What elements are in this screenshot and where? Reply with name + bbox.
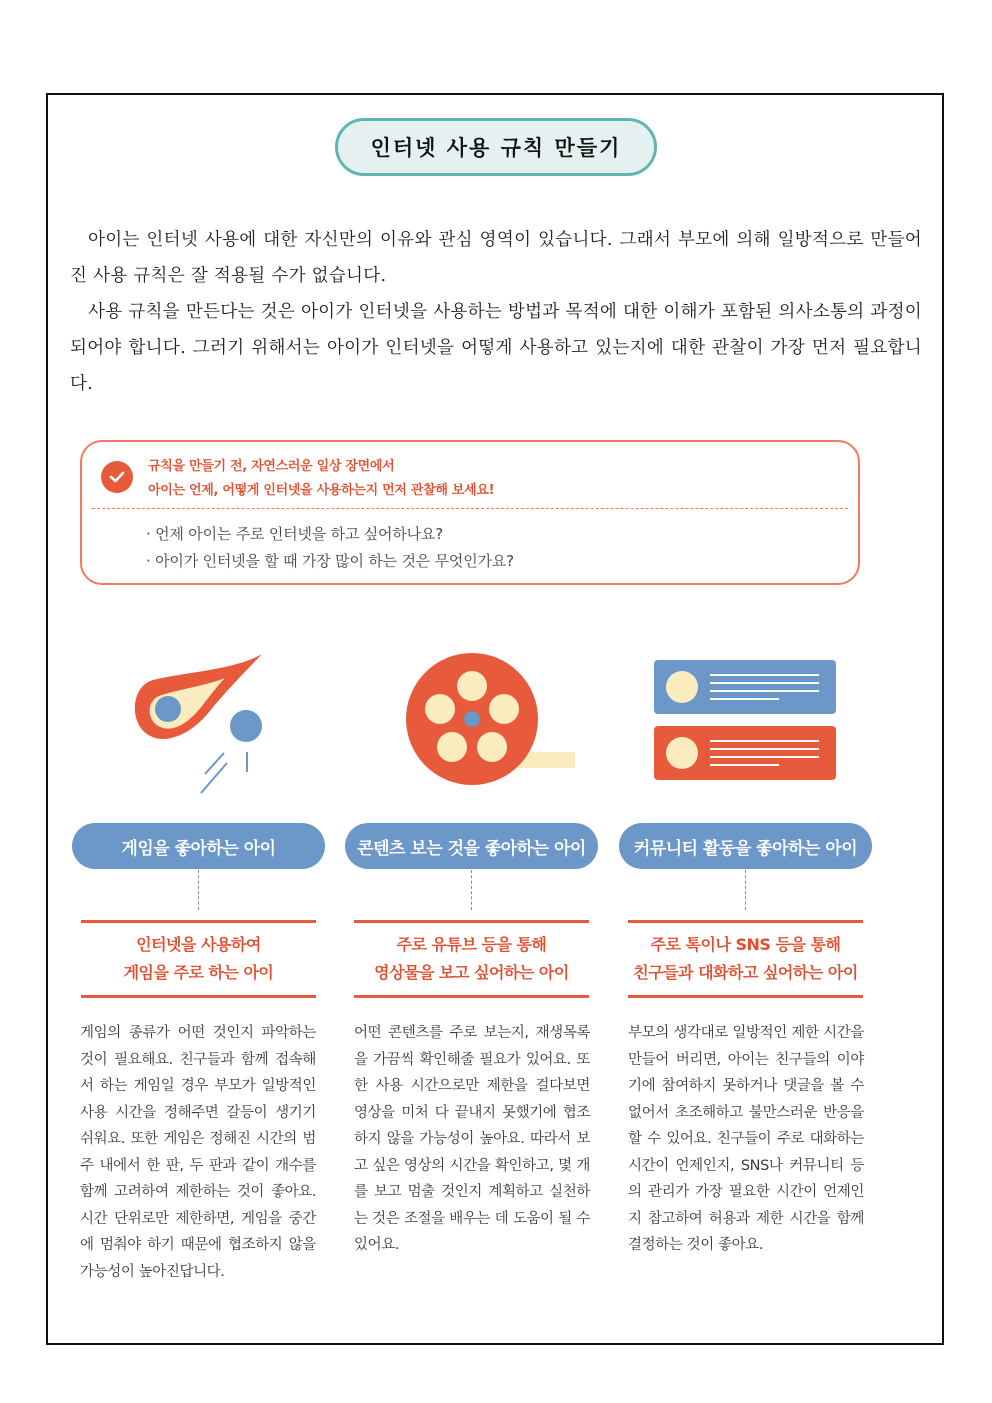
intro-paragraph-1: 아이는 인터넷 사용에 대한 자신만의 이유와 관심 영역이 있습니다. 그래서 부모에 의해 일방적으로 만들어진 사용 규칙은 잘 적용될 수가 없습니다. xyxy=(70,230,922,286)
comet-icon xyxy=(125,650,275,800)
subtitle-content xyxy=(354,920,589,998)
intro-paragraph-2: 사용 규칙을 만든다는 것은 아이가 인터넷을 사용하는 방법과 목적에 대한 이해가 포함된 의사소통의 과정이 되어야 합니다. 그러기 위해서는 아이가 인터넷을 어떻게 사용하고 있는지에 대한 관찰이 가장 먼저 필요합니다. xyxy=(70,302,922,394)
subtitle-game xyxy=(81,920,316,998)
connector-line xyxy=(471,870,472,910)
observation-question-2: · 아이가 인터넷을 할 때 가장 많이 하는 것은 무엇인가요? xyxy=(146,552,514,570)
category-pill-content: 콘텐츠 보는 것을 좋아하는 아이 xyxy=(345,823,598,869)
subtitle-game-line-2: 게임을 주로 하는 아이 xyxy=(123,963,274,982)
connector-line xyxy=(198,870,199,910)
description-community: 부모의 생각대로 일방적인 제한 시간을 만들어 버리면, 아이는 친구들의 이야기에 참여하지 못하거나 댓글을 볼 수 없어서 초조해하고 불만스러운 반응을 할 수 있어요. 친구들이 주로 대화하는 시간이 언제인지, SNS나 커뮤니티 등의 관리가 가장 필요한 시간이 언제인지 참고하여 허용과 제한 시간을 함께 결정하는 것이 좋아요. xyxy=(628,1025,864,1253)
subtitle-community-line-2: 친구들과 대화하고 싶어하는 아이 xyxy=(633,963,858,982)
category-pill-community: 커뮤니티 활동을 좋아하는 아이 xyxy=(619,823,872,869)
observation-question-1: · 언제 아이는 주로 인터넷을 하고 싶어하나요? xyxy=(146,525,443,543)
category-pill-game: 게임을 좋아하는 아이 xyxy=(72,823,325,869)
subtitle-content-line-2: 영상물을 보고 싶어하는 아이 xyxy=(374,963,569,982)
description-game: 게임의 종류가 어떤 것인지 파악하는 것이 필요해요. 친구들과 함께 접속해서 하는 게임일 경우 부모가 일방적인 사용 시간을 정해주면 갈등이 생기기 쉬워요. 또한 게임은 정해진 시간의 범주 내에서 한 판, 두 판과 같이 개수를 함께 고려하여 제한하는 것이 좋아요. 시간 단위로만 제한하면, 게임을 중간에 멈춰야 하기 때문에 협조하지 않을 가능성이 높아진답니다. xyxy=(80,1025,316,1280)
subtitle-content-line-1: 주로 유튜브 등을 통해 xyxy=(396,935,547,954)
check-icon xyxy=(101,461,133,493)
description-content: 어떤 콘텐츠를 주로 보는지, 재생목록을 가끔씩 확인해줄 필요가 있어요. 또한 사용 시간으로만 제한을 걸다보면 영상을 미처 다 끝내지 못했기에 협조하지 않을 가능성이 높아요. 따라서 보고 싶은 영상의 시간을 확인하고, 몇 개를 보고 멈출 것인지 계획하고 실천하는 것은 조절을 배우는 데 도움이 될 수 있어요. xyxy=(354,1025,590,1253)
subtitle-community xyxy=(628,920,863,998)
connector-line xyxy=(745,870,746,910)
intro-text xyxy=(70,222,922,402)
page-title: 인터넷 사용 규칙 만들기 xyxy=(335,118,657,176)
observation-heading-line-2: 아이는 언제, 어떻게 인터넷을 사용하는지 먼저 관찰해 보세요! xyxy=(148,483,495,498)
subtitle-community-line-1: 주로 톡이나 SNS 등을 통해 xyxy=(650,935,841,954)
observation-heading xyxy=(148,455,494,503)
chat-cards-icon xyxy=(654,660,836,782)
dashed-divider xyxy=(92,508,848,509)
subtitle-game-line-1: 인터넷을 사용하여 xyxy=(136,935,261,954)
film-reel-icon xyxy=(400,652,580,782)
observation-heading-line-1: 규칙을 만들기 전, 자연스러운 일상 장면에서 xyxy=(148,459,395,474)
